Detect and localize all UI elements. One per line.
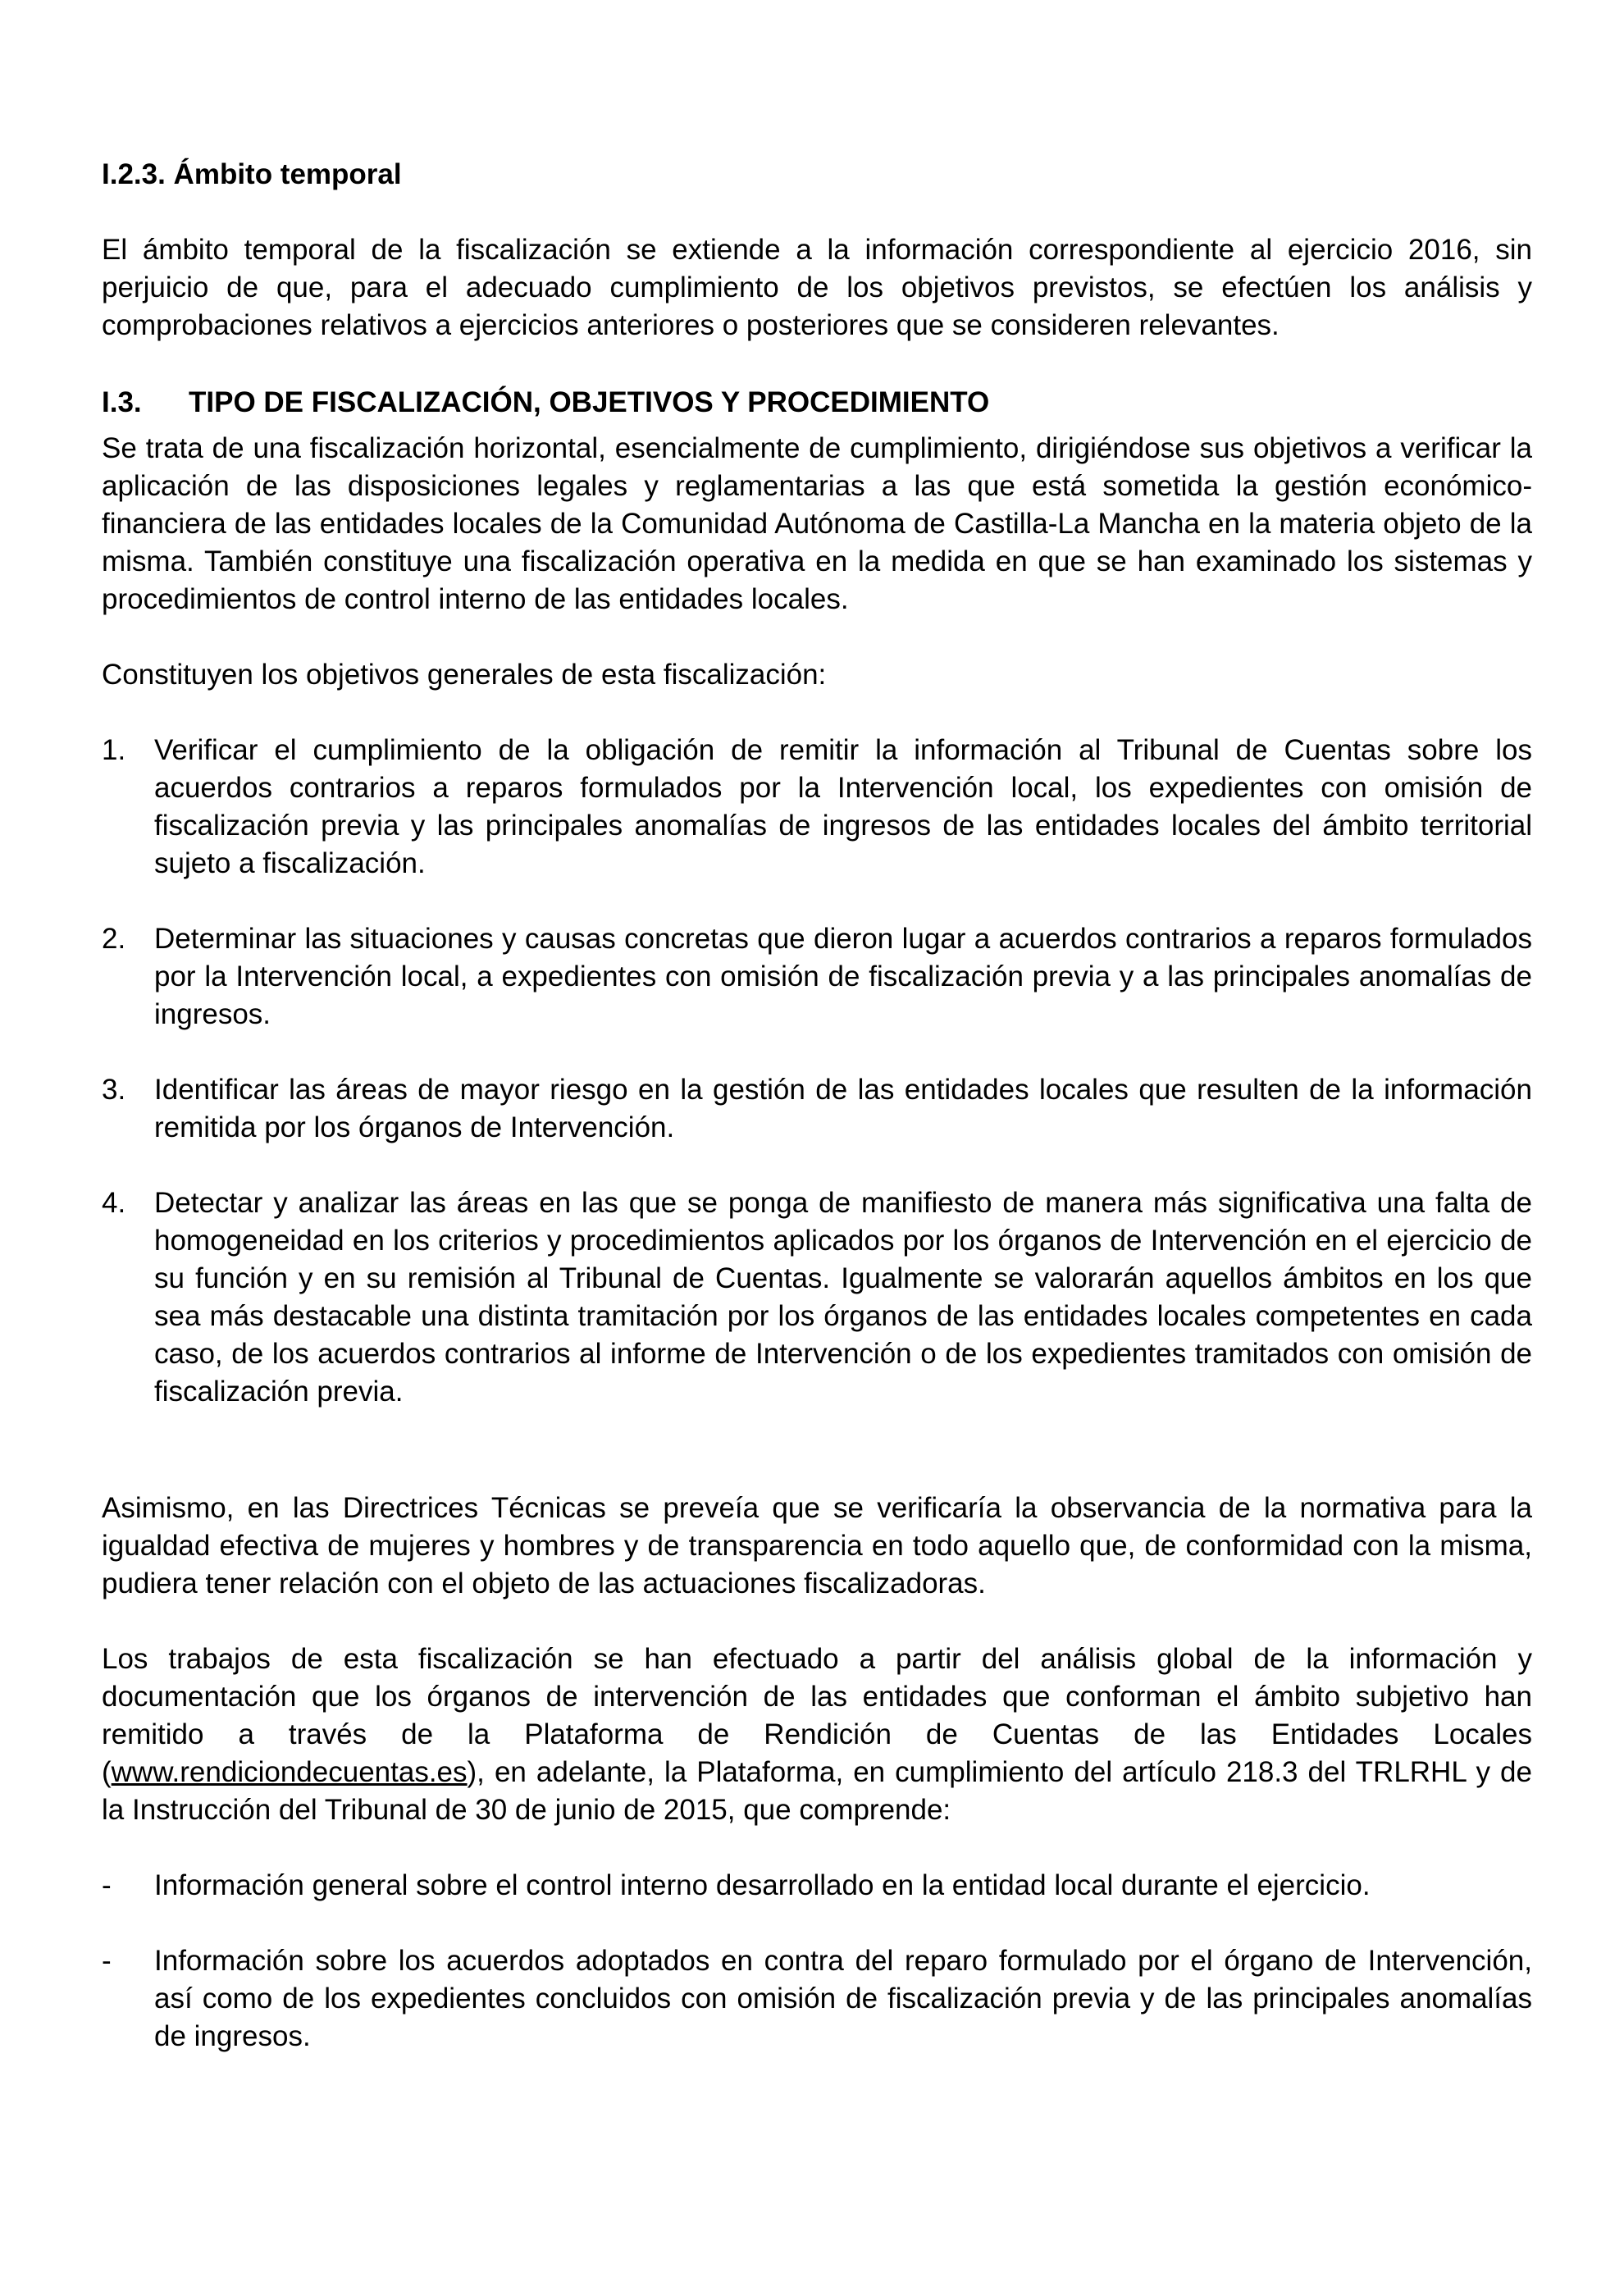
section-number: I.3. — [102, 386, 142, 418]
document-page — [102, 156, 1532, 2056]
section-heading-i3 — [102, 384, 1532, 422]
paragraph-trabajos — [102, 1640, 1532, 1829]
section-title: TIPO DE FISCALIZACIÓN, OBJETIVOS Y PROCEDIMIENTO — [189, 386, 990, 418]
trabajos-text-after: ), en adelante, la Plataforma, en cumplimiento del artículo 218.3 del TRLRHL y de la Instrucción del Tribunal de 30 de junio de 2015, que comprende: — [102, 1756, 1532, 1826]
bullet-text: Información sobre los acuerdos adoptados en contra del reparo formulado por el órgano de Intervención, así como de los expedientes concluidos con omisión de fiscalización previa y de las principales anomalías de ingresos. — [154, 1945, 1532, 2052]
vertical-spacer — [102, 1411, 1532, 1490]
list-marker: 4. — [102, 1187, 126, 1219]
paragraph-ambito-temporal: El ámbito temporal de la fiscalización se extiende a la información correspondiente al ejercicio 2016, sin perjuicio de que, para el adecuado cumplimiento de los objetivos previstos, se efectúen los análisis y comprobaciones relativos a ejercicios anteriores o posteriores que se consideren relevantes. — [102, 234, 1532, 341]
bullet-item — [102, 1867, 1532, 1905]
list-text: Identificar las áreas de mayor riesgo en la gestión de las entidades locales que resulten de la información remitida por los órganos de Intervención. — [154, 1074, 1532, 1143]
bullet-item — [102, 1942, 1532, 2056]
objective-item — [102, 732, 1532, 883]
paragraph-directrices: Asimismo, en las Directrices Técnicas se preveía que se verificaría la observancia de la normativa para la igualdad efectiva de mujeres y hombres y de transparencia en todo aquello que, de conformidad con la misma, pudiera tener relación con el objeto de las actuaciones fiscalizadoras. — [102, 1492, 1532, 1599]
list-marker: 3. — [102, 1074, 126, 1106]
paragraph-tipo-fiscalizacion: Se trata de una fiscalización horizontal, esencialmente de cumplimiento, dirigiéndose sus objetivos a verificar la aplicación de las disposiciones legales y reglamentarias a las que está sometida la gestión económico-financiera de las entidades locales de la Comunidad Autónoma de Castilla-La Mancha en la materia objeto de la misma. También constituye una fiscalización operativa en la medida en que se han examinado los sistemas y procedimientos de control interno de las entidades locales. — [102, 432, 1532, 615]
list-marker: 1. — [102, 734, 126, 766]
paragraph-objectives-lead: Constituyen los objetivos generales de esta fiscalización: — [102, 659, 827, 691]
bullet-marker: - — [102, 1945, 112, 1977]
trabajos-text-before: Los trabajos de esta fiscalización se han efectuado a partir del análisis global de la información y documentación que los órganos de intervención de las entidades que conforman el ámbito subjetivo han remitido a través de la Plataforma de Rendición de Cuentas de las Entidades Locales ( — [102, 1643, 1532, 1788]
list-text: Detectar y analizar las áreas en las que se ponga de manifiesto de manera más significativa una falta de homogeneidad en los criterios y procedimientos aplicados por los órganos de Intervención en el ejercicio de su función y en su remisión al Tribunal de Cuentas. Igualmente se valorarán aquellos ámbitos en los que sea más destacable una distinta tramitación por los órganos de las entidades locales competentes en cada caso, de los acuerdos contrarios al informe de Intervención o de los expedientes tramitados con omisión de fiscalización previa. — [154, 1187, 1532, 1408]
objective-item — [102, 1184, 1532, 1411]
bullet-text: Información general sobre el control interno desarrollado en la entidad local durante el ejercicio. — [154, 1869, 1371, 1901]
section-heading-i23: I.2.3. Ámbito temporal — [102, 158, 402, 190]
list-text: Verificar el cumplimiento de la obligación de remitir la información al Tribunal de Cuentas sobre los acuerdos contrarios a reparos formulados por la Intervención local, los expedientes con omisión de fiscalización previa y las principales anomalías de ingresos de las entidades locales del ámbito territorial sujeto a fiscalización. — [154, 734, 1532, 879]
objective-item — [102, 1071, 1532, 1147]
bullet-marker: - — [102, 1869, 112, 1901]
rendicion-cuentas-link[interactable]: www.rendiciondecuentas.es — [111, 1756, 468, 1788]
list-text: Determinar las situaciones y causas concretas que dieron lugar a acuerdos contrarios a reparos formulados por la Intervención local, a expedientes con omisión de fiscalización previa y a las principales anomalías de ingresos. — [154, 923, 1532, 1030]
list-marker: 2. — [102, 923, 126, 955]
objective-item — [102, 920, 1532, 1034]
